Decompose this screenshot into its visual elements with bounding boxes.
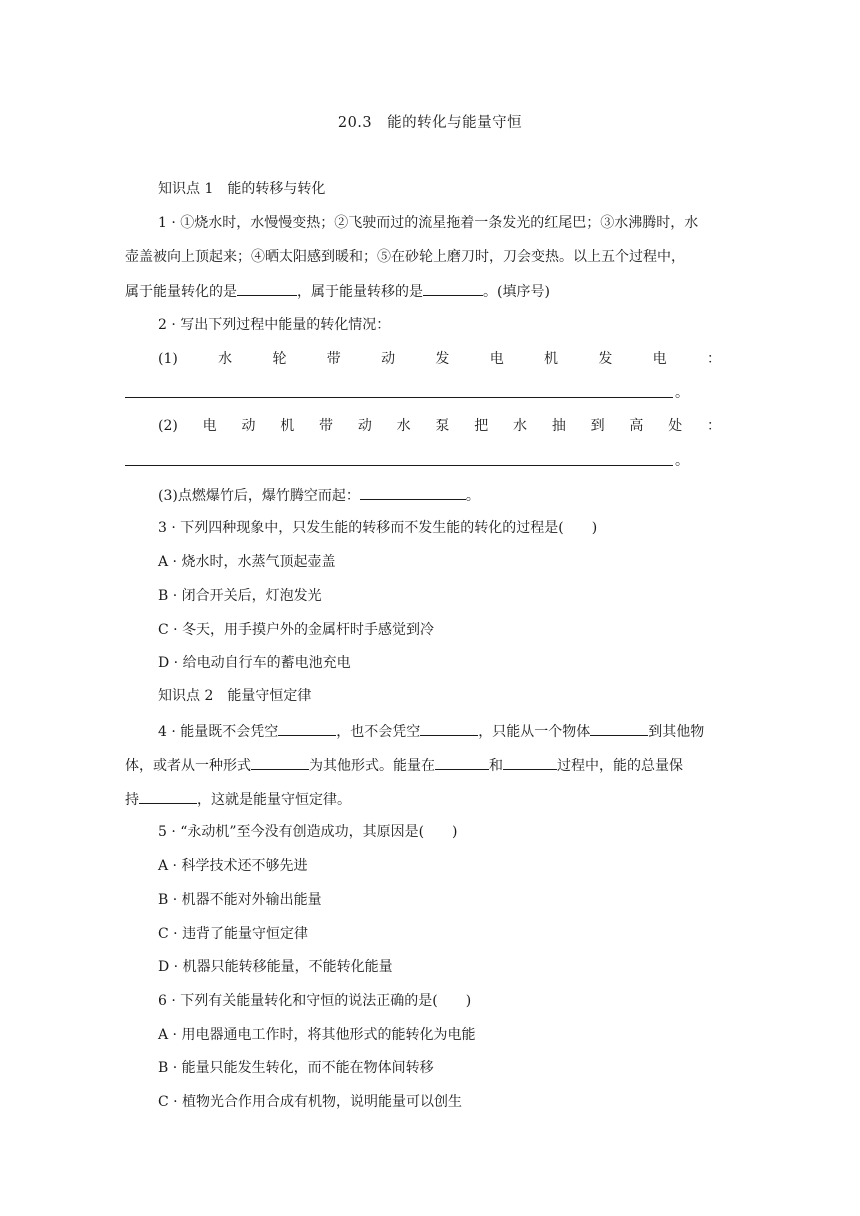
q2-p2-answer-line[interactable]	[125, 465, 673, 466]
q2-p1-char: ：	[706, 351, 721, 367]
q2-p2-char: 动	[357, 418, 372, 434]
q4-text: 体，或者从一种形式	[125, 758, 251, 774]
q2-p2-char: 带	[319, 418, 334, 434]
q2-p2-char: 机	[280, 418, 295, 434]
q3-stem: 3 · 下列四种现象中，只发生能的转移而不发生能的转化的过程是( )	[158, 520, 598, 536]
q2-part-3	[158, 485, 480, 506]
q4-text: 到其他物	[648, 724, 705, 740]
q2-p2-char: 高	[629, 418, 644, 434]
q4-line-2	[125, 755, 683, 776]
q2-p2-char: ：	[707, 418, 721, 434]
q1-blank-conversion[interactable]	[237, 281, 297, 296]
q4-blank-6[interactable]	[503, 755, 557, 770]
q2-p1-char: (1)	[158, 351, 178, 367]
q3-option-c[interactable]: C · 冬天，用手摸户外的金属杆时手感觉到冷	[158, 622, 435, 638]
q3-option-b[interactable]: B · 闭合开关后，灯泡发光	[158, 588, 322, 604]
q1-line-2: 壶盖被向上顶起来；④晒太阳感到暖和；⑤在砂轮上磨刀时，刀会变热。以上五个过程中，	[125, 249, 685, 265]
q2-p2-char: 把	[474, 418, 489, 434]
q1-text-a: 属于能量转化的是	[125, 284, 237, 300]
q2-part-1	[158, 349, 721, 369]
q4-text: ，这就是能量守恒定律。	[197, 792, 351, 808]
q2-p3-text: (3)点燃爆竹后，爆竹腾空而起：	[158, 488, 360, 504]
q2-p1-char: 机	[544, 351, 559, 367]
q1-line-1: 1 · ①烧水时，水慢慢变热；②飞驶而过的流星拖着一条发光的红尾巴；③水沸腾时，水	[158, 215, 699, 231]
q1-line-3	[125, 281, 550, 302]
q2-p1-char: 轮	[272, 351, 287, 367]
q3-option-a[interactable]: A · 烧水时，水蒸气顶起壶盖	[158, 554, 336, 570]
q4-line-3	[125, 789, 351, 810]
q2-p1-char: 电	[489, 351, 504, 367]
q5-option-b[interactable]: B · 机器不能对外输出能量	[158, 892, 322, 908]
knowledge-point-1-heading: 知识点 1 能的转移与转化	[158, 181, 326, 197]
q2-p1-answer-line[interactable]	[125, 397, 673, 398]
q2-stem: 2 · 写出下列过程中能量的转化情况：	[158, 317, 391, 333]
q1-text-b: ，属于能量转移的是	[297, 284, 423, 300]
q6-option-c[interactable]: C · 植物光合作用合成有机物，说明能量可以创生	[158, 1094, 463, 1110]
q5-option-c[interactable]: C · 违背了能量守恒定律	[158, 926, 309, 942]
q2-p1-char: 发	[598, 351, 613, 367]
q2-p1-end-mark: 。	[675, 385, 689, 401]
q2-p2-char: 动	[241, 418, 256, 434]
q4-line-1	[158, 721, 704, 742]
q1-blank-transfer[interactable]	[423, 281, 483, 296]
q4-blank-3[interactable]	[590, 721, 648, 736]
q1-text-c: 。(填序号)	[483, 284, 550, 300]
q2-p2-char: 到	[590, 418, 605, 434]
q2-p1-char: 发	[435, 351, 450, 367]
q4-blank-4[interactable]	[251, 755, 309, 770]
q4-text: 和	[489, 758, 503, 774]
q2-p3-end: 。	[465, 488, 480, 504]
q2-p2-char: 电	[202, 418, 217, 434]
q4-text: 持	[125, 792, 139, 808]
q2-p2-char: 水	[396, 418, 411, 434]
q2-p2-end-mark: 。	[675, 453, 689, 469]
q2-p2-char: 处	[668, 418, 683, 434]
q2-p1-char: 水	[218, 351, 233, 367]
q4-text: ，也不会凭空	[336, 724, 421, 740]
q2-p1-char: 动	[381, 351, 396, 367]
q5-stem: 5 · “永动机”至今没有创造成功，其原因是( )	[158, 824, 458, 840]
q4-text: ，只能从一个物体	[478, 724, 591, 740]
q4-blank-1[interactable]	[278, 721, 336, 736]
q4-text: 4 · 能量既不会凭空	[158, 724, 279, 740]
page-title: 20.3 能的转化与能量守恒	[337, 115, 523, 131]
q3-option-d[interactable]: D · 给电动自行车的蓄电池充电	[158, 655, 351, 671]
q6-option-a[interactable]: A · 用电器通电工作时，将其他形式的能转化为电能	[158, 1027, 476, 1043]
q2-p2-char: 泵	[435, 418, 450, 434]
q2-part-2	[158, 416, 721, 436]
q5-option-a[interactable]: A · 科学技术还不够先进	[158, 858, 308, 874]
q4-blank-5[interactable]	[435, 755, 489, 770]
q4-blank-2[interactable]	[420, 721, 478, 736]
q6-option-b[interactable]: B · 能量只能发生转化，而不能在物体间转移	[158, 1060, 434, 1076]
q4-text: 过程中，能的总量保	[557, 758, 683, 774]
q4-blank-7[interactable]	[139, 789, 197, 804]
q2-p1-char: 电	[652, 351, 667, 367]
q2-p1-char: 带	[326, 351, 341, 367]
q2-p2-char: (2)	[158, 418, 178, 434]
q2-p2-char: 水	[513, 418, 528, 434]
q4-text: 为其他形式。能量在	[309, 758, 435, 774]
q5-option-d[interactable]: D · 机器只能转移能量，不能转化能量	[158, 959, 393, 975]
q6-stem: 6 · 下列有关能量转化和守恒的说法正确的是( )	[158, 993, 472, 1009]
q2-p3-blank[interactable]	[360, 485, 466, 500]
knowledge-point-2-heading: 知识点 2 能量守恒定律	[158, 688, 312, 704]
q2-p2-char: 抽	[551, 418, 566, 434]
